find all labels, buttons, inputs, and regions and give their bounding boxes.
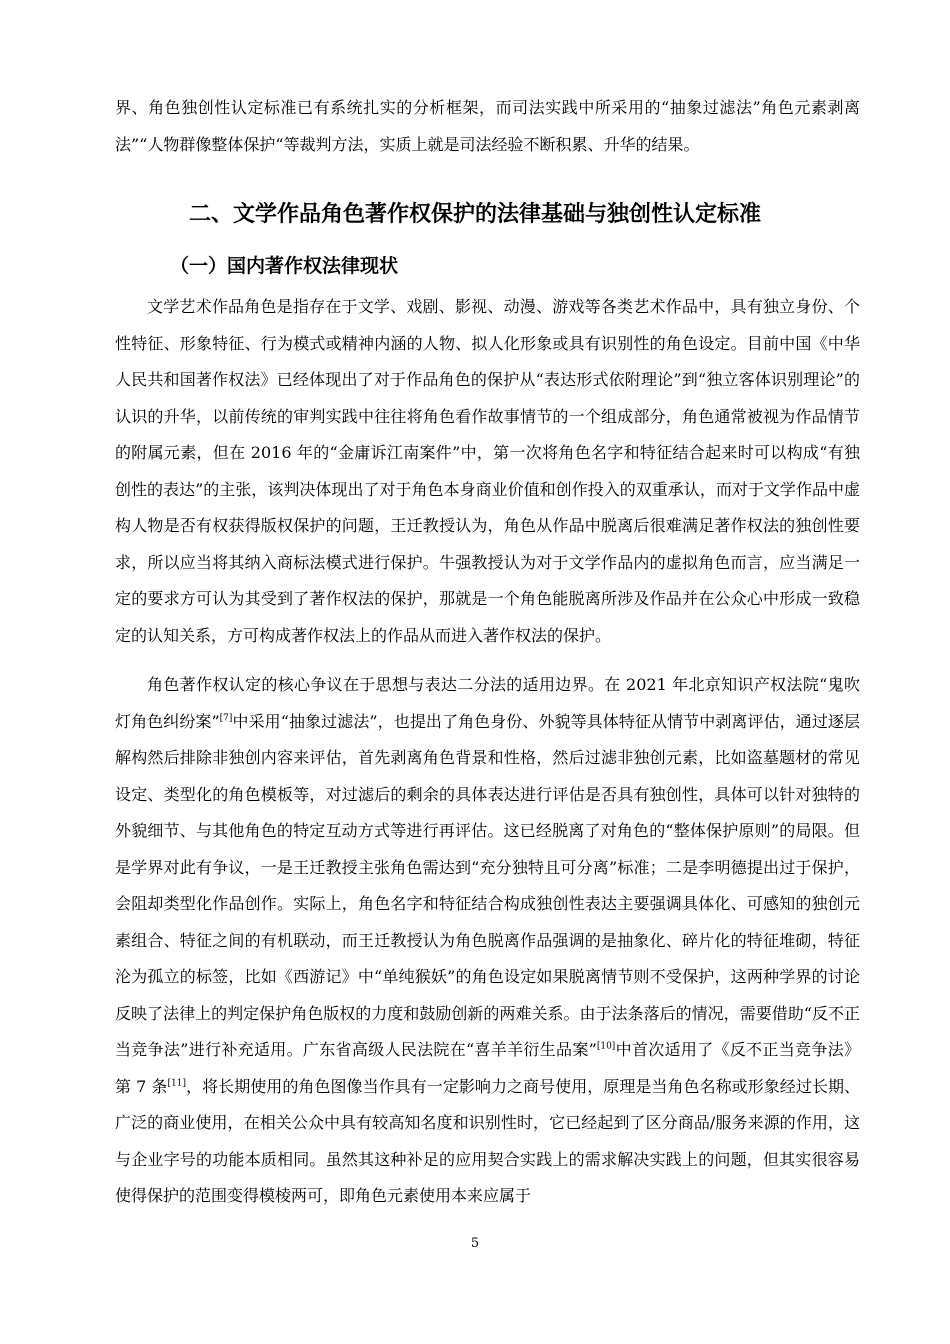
footnote-ref-11: [11]	[167, 1078, 187, 1089]
paragraph-text-segment: ，将长期使用的角色图像当作具有一定影响力之商号使用，原理是当角色名称或形象经过长期、广泛的商业使用，在相关公众中具有较高知名度和识别性时，它已经起到了区分商品/服务来源的作用，这与企业字号的功能本质相同。虽然其这种补足的应用契合实践上的需求解决实践上的问题，但其实很容易使得保护的范围变得模棱两可，即角色元素使用本来应属于	[115, 1076, 860, 1205]
page-number: 5	[470, 1236, 480, 1251]
footnote-ref-10: [10]	[596, 1041, 616, 1052]
paragraph-core-dispute	[115, 667, 860, 1215]
footnote-ref-7: [7]	[219, 713, 233, 724]
paragraph-text-segment: 中首次适用了《反不正当竞争法》第 7 条	[115, 1040, 860, 1096]
paragraph-text-segment: 中采用“抽象过滤法”，也提出了角色身份、外貌等具体特征从情节中剥离评估，通过逐层解构然后排除非独创内容来评估，首先剥离角色背景和性格，然后过滤非独创元素，比如盗墓题材的常见设定、类型化的角色模板等，对过滤后的剩余的具体表达进行评估是否具有独创性，具体可以针对独特的外貌细节、与其他角色的特定互动方式等进行再评估。这已经脱离了对角色的“整体保护原则”的局限。但是学界对此有争议，一是王迁教授主张角色需达到“充分独特且可分离”标准；二是李明德提出过于保护，会阻却类型化作品创作。实际上，角色名字和特征结合构成独创性表达主要强调具体化、可感知的独创元素组合、特征之间的有机联动，而王迁教授认为角色脱离作品强调的是抽象化、碎片化的特征堆砌，特征沦为孤立的标签，比如《西游记》中“单纯猴妖”的角色设定如果脱离情节则不受保护，这两种学界的讨论反映了法律上的判定保护角色版权的力度和鼓励创新的两难关系。由于法条落后的情况，需要借助“反不正当竞争法”进行补充适用。广东省高级人民法院在“喜羊羊衍生品案”	[115, 711, 860, 1059]
subsection-heading: （一）国内著作权法律现状	[170, 255, 399, 277]
paragraph-continued: 界、角色独创性认定标准已有系统扎实的分析框架，而司法实践中所采用的“抽象过滤法”角色元素剥离法”“人物群像整体保护“等裁判方法，实质上就是司法经验不断积累、升华的结果。	[115, 98, 860, 154]
paragraph-legal-status: 文学艺术作品角色是指存在于文学、戏剧、影视、动漫、游戏等各类艺术作品中，具有独立身份、个性特征、形象特征、行为模式或精神内涵的人物、拟人化形象或具有识别性的角色设定。目前中国《中华人民共和国著作权法》已经体现出了对于作品角色的保护从“表达形式依附理论”到“独立客体识别理论”的认识的升华，以前传统的审判实践中往往将角色看作故事情节的一个组成部分，角色通常被视为作品情节的附属元素，但在 2016 年的“金庸诉江南案件”中，第一次将角色名字和特征结合起来时可以构成“有独创性的表达”的主张，该判决体现出了对于角色本身商业价值和创作投入的双重承认，而对于文学作品中虚构人物是否有权获得版权保护的问题，王迁教授认为，角色从作品中脱离后很难满足著作权法的独创性要求，所以应当将其纳入商标法模式进行保护。牛强教授认为对于文学作品内的虚拟角色而言，应当满足一定的要求方可认为其受到了著作权法的保护，那就是一个角色能脱离所涉及作品并在公众心中形成一致稳定的认知关系，方可构成著作权法上的作品从而进入著作权法的保护。	[115, 297, 860, 645]
paragraph-text-segment: 角色著作权认定的核心争议在于思想与表达二分法的适用边界。在 2021 年北京知识产权法院“鬼吹灯角色纠纷案”	[115, 675, 860, 731]
section-heading: 二、文学作品角色著作权保护的法律基础与独创性认定标准	[188, 202, 761, 227]
